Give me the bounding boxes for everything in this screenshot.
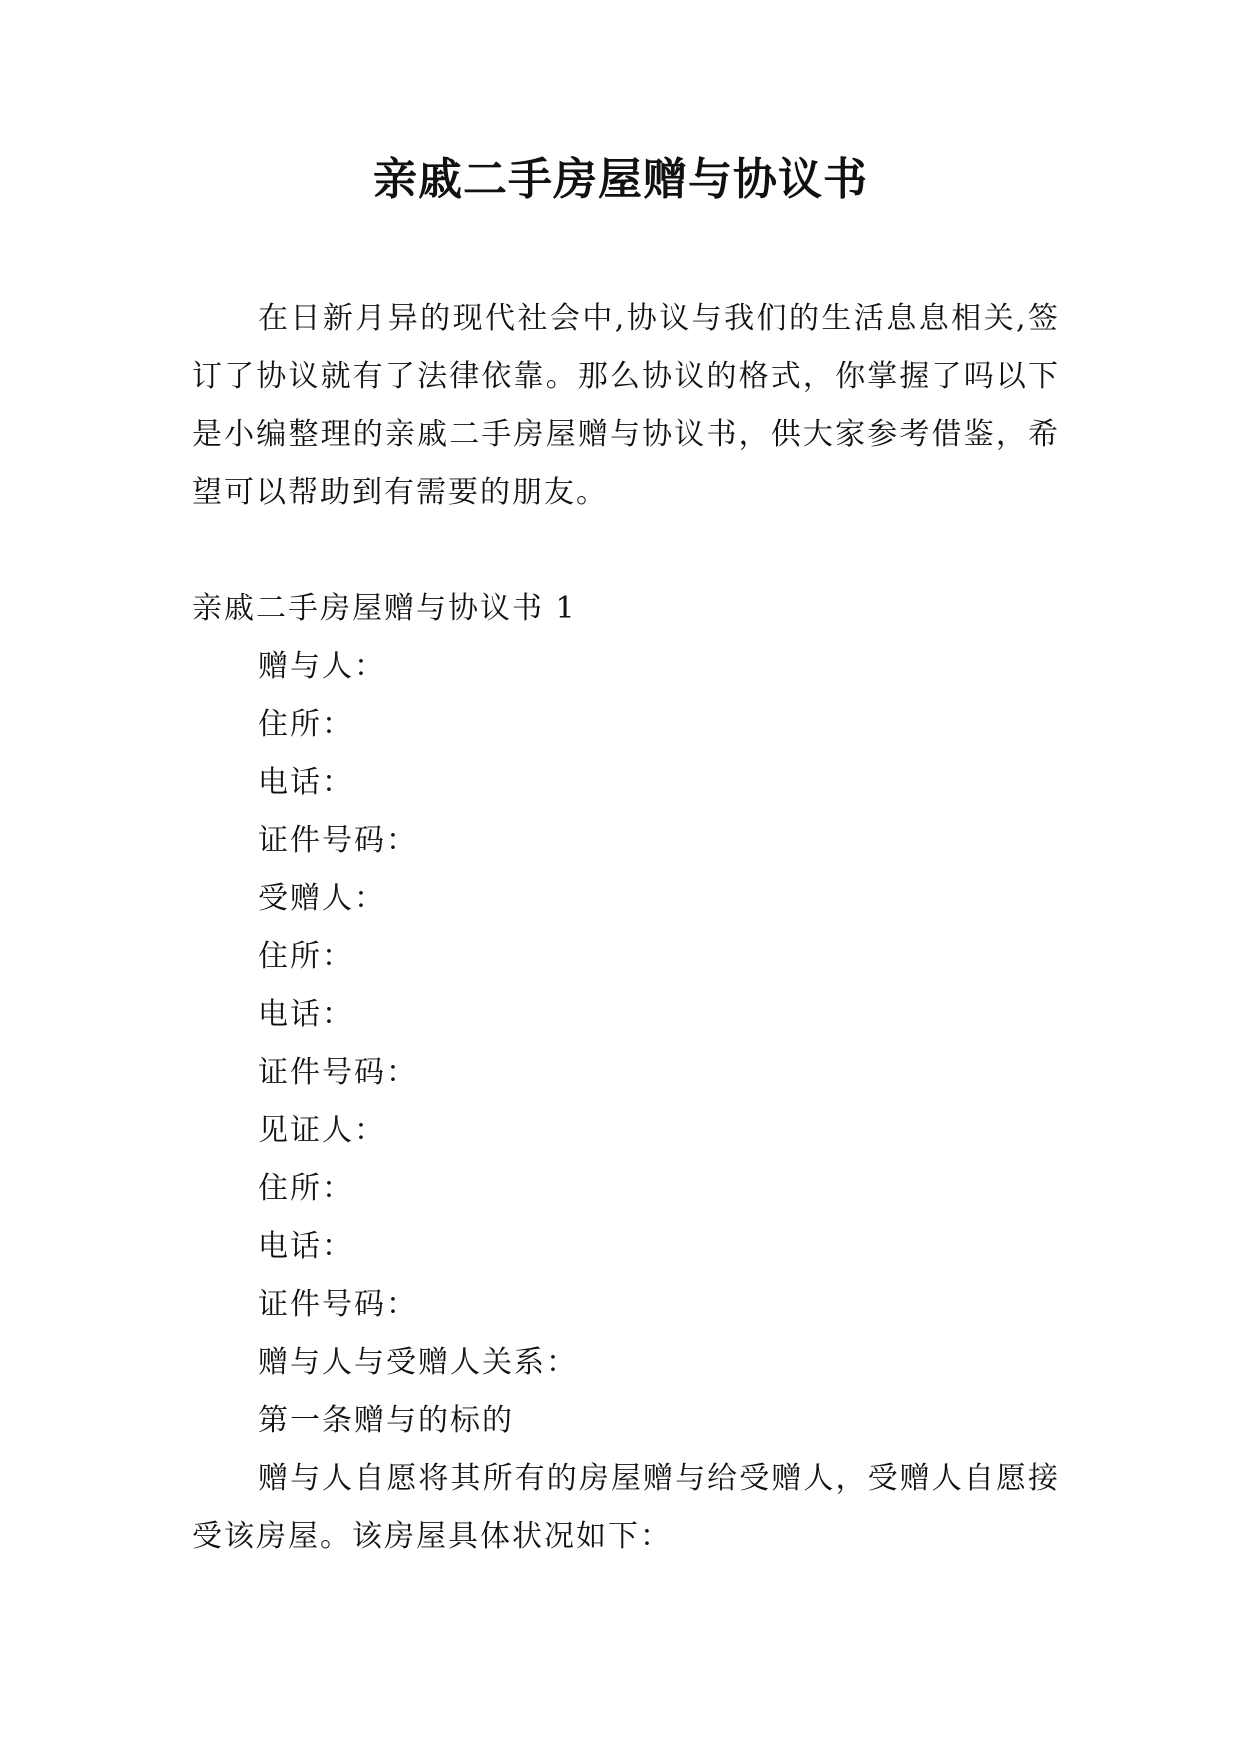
witness-id-label: 证件号码：	[258, 1287, 418, 1322]
donor-phone-label: 电话：	[258, 765, 354, 800]
donee-id-label: 证件号码：	[258, 1055, 418, 1090]
intro-paragraph: 在日新月异的现代社会中,协议与我们的生活息息相关,签订了协议就有了法律依靠。那么协议的格式，你掌握了吗以下是小编整理的亲戚二手房屋赠与协议书，供大家参考借鉴，希望可以帮助到有需要的朋友。	[192, 301, 1060, 510]
relationship-label: 赠与人与受赠人关系：	[258, 1345, 578, 1380]
donee-label: 受赠人：	[258, 881, 386, 916]
donee-phone-label: 电话：	[258, 997, 354, 1032]
article-one-paragraph: 赠与人自愿将其所有的房屋赠与给受赠人，受赠人自愿接受该房屋。该房屋具体状况如下：	[192, 1461, 1060, 1554]
document-title: 亲戚二手房屋赠与协议书	[373, 154, 868, 205]
article-one-heading: 第一条赠与的标的	[258, 1403, 514, 1438]
donor-id-label: 证件号码：	[258, 823, 418, 858]
section-heading: 亲戚二手房屋赠与协议书 1	[192, 591, 577, 626]
donee-address-label: 住所：	[258, 939, 354, 974]
witness-label: 见证人：	[258, 1113, 386, 1148]
donor-label: 赠与人：	[258, 649, 386, 684]
donor-address-label: 住所：	[258, 707, 354, 742]
witness-phone-label: 电话：	[258, 1229, 354, 1264]
witness-address-label: 住所：	[258, 1171, 354, 1206]
party-info-list	[192, 638, 1060, 1450]
